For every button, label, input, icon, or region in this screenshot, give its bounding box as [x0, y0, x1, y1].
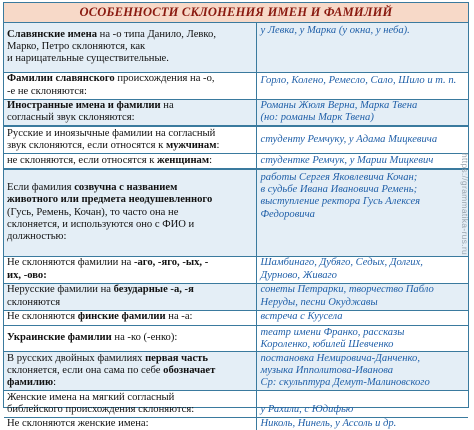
rule-text: не склоняются, если относятся к [7, 154, 158, 166]
rule-cell [4, 72, 256, 99]
rule-text: Не склоняются фамилии на [7, 257, 134, 269]
example-cell: работы Сергея Яковлевича Кочан; в судьбе Ивана Ивановича Ремень; выступление ректора Гусь Алексея Федоровича [256, 169, 468, 256]
rule-text: Русские и иноязычные фамилии на согласный звук склоняются, если относятся к [7, 127, 216, 151]
rule-text: Не склоняются [7, 311, 78, 323]
rule-cell [4, 169, 256, 256]
table-row [4, 153, 468, 169]
rule-text-bold: мужчинам [165, 139, 217, 151]
example-cell: театр имени Франко, рассказы Короленко, юбилей Шевченко [256, 325, 468, 351]
site-watermark: https://grammatika-rus.ru [460, 153, 470, 255]
rule-text-bold: созвучна с названием животного или предмета неодушевленного [7, 182, 213, 206]
rule-cell [4, 351, 256, 390]
rule-cell [4, 283, 256, 310]
rule-text: склоняется, если она сама по себе [7, 364, 161, 376]
rule-cell [4, 256, 256, 283]
rule-text-bold: женщинам [157, 154, 210, 166]
table-row [4, 72, 468, 99]
rule-text-bold: безударные -а, -я [113, 284, 194, 296]
rule-text: на -а: [165, 311, 193, 323]
rule-text: : [53, 377, 57, 388]
rule-text: Женские имена на мягкий согласный библейского происхождения склоняются: [7, 391, 195, 415]
example-cell: Романы Жюля Верна, Марка Твена (но: романы Марк Твена) [256, 99, 468, 126]
table-row [4, 99, 468, 126]
rules-table [4, 23, 468, 430]
table-row [4, 283, 468, 310]
rule-cell [4, 310, 256, 325]
rule-cell [4, 23, 256, 72]
rule-text-bold: обозначает фамилию [7, 364, 216, 388]
rule-text: склоняются [7, 296, 61, 308]
example-cell: Шамбинаго, Дубяго, Седых, Долгих, Дурново, Живаго [256, 256, 468, 283]
example-cell: Николь, Нинель, у Ассоль и др. [260, 418, 397, 430]
rule-text: Если фамилия [7, 182, 75, 194]
rule-text-bold: -аго, -яго, -ых, - их, -ово: [7, 257, 209, 281]
rule-text: на согласный звук склоняются: [7, 100, 174, 124]
table-row [4, 256, 468, 283]
rule-cell [4, 417, 256, 430]
rule-text: : [216, 139, 220, 151]
table-row [4, 126, 468, 153]
table-row [4, 325, 468, 351]
rule-cell [4, 390, 256, 417]
rule-text: (Гусь, Ремень, Кочан), то часто она не склоняется, и используются оно с ФИО и должностью: [7, 206, 195, 243]
table-row [4, 169, 468, 256]
table-row [4, 390, 468, 417]
rule-text: Нерусские фамилии на [7, 284, 114, 296]
rule-text: на -о типа Данило, Левко, Марко, Петро склоняются, как и нарицательные существительные. [7, 28, 216, 65]
rule-text-bold: Фамилии славянского [7, 73, 115, 85]
example-cell: встреча с Куусела [256, 310, 468, 325]
rule-text: на -ко (-енко): [111, 332, 178, 344]
rule-cell [4, 153, 256, 169]
rule-text-bold: Украинские фамилии [7, 332, 112, 344]
rule-text-bold: финские фамилии [77, 311, 166, 323]
declension-table-sheet [3, 2, 470, 430]
rule-cell [4, 126, 256, 153]
example-cell: постановка Немировича-Данченко, музыка Ипполитова-Иванова Ср: скульптура Демут-Малиновского [256, 351, 468, 390]
rule-text: В русских двойных фамилиях [7, 352, 146, 364]
rule-text: Не склоняются женские имена: [7, 418, 149, 430]
rule-text-bold: первая часть [145, 352, 208, 364]
example-cell: сонеты Петрарки, творчество Пабло Неруды, песни Окуджавы [256, 283, 468, 310]
rule-text: происхождения на -о, -е не склоняются: [7, 73, 215, 97]
example-cell: студенту Ремчуку, у Адама Мицкевича [256, 126, 468, 153]
table-row [4, 351, 468, 390]
rule-text-bold: Славянские имена [7, 28, 97, 40]
rule-cell [4, 325, 256, 351]
table-row [4, 23, 468, 72]
example-cell: у Левка, у Марка (у окна, у неба). [256, 23, 468, 72]
rule-text-bold: Иностранные имена и фамилии [7, 100, 161, 112]
table-row [4, 310, 468, 325]
rule-text: : [209, 154, 213, 166]
example-cell: Горло, Колено, Ремесло, Сало, Шило и т. п. [256, 72, 468, 99]
rule-cell [4, 99, 256, 126]
table-row [4, 417, 468, 430]
rules-table-body [4, 23, 468, 430]
table-title: ОСОБЕННОСТИ СКЛОНЕНИЯ ИМЕН И ФАМИЛИЙ [4, 3, 468, 23]
example-cell: у Рахили, с Юдифью [256, 390, 468, 417]
example-cell: студентке Ремчук, у Марии Мицкевич [256, 153, 468, 169]
